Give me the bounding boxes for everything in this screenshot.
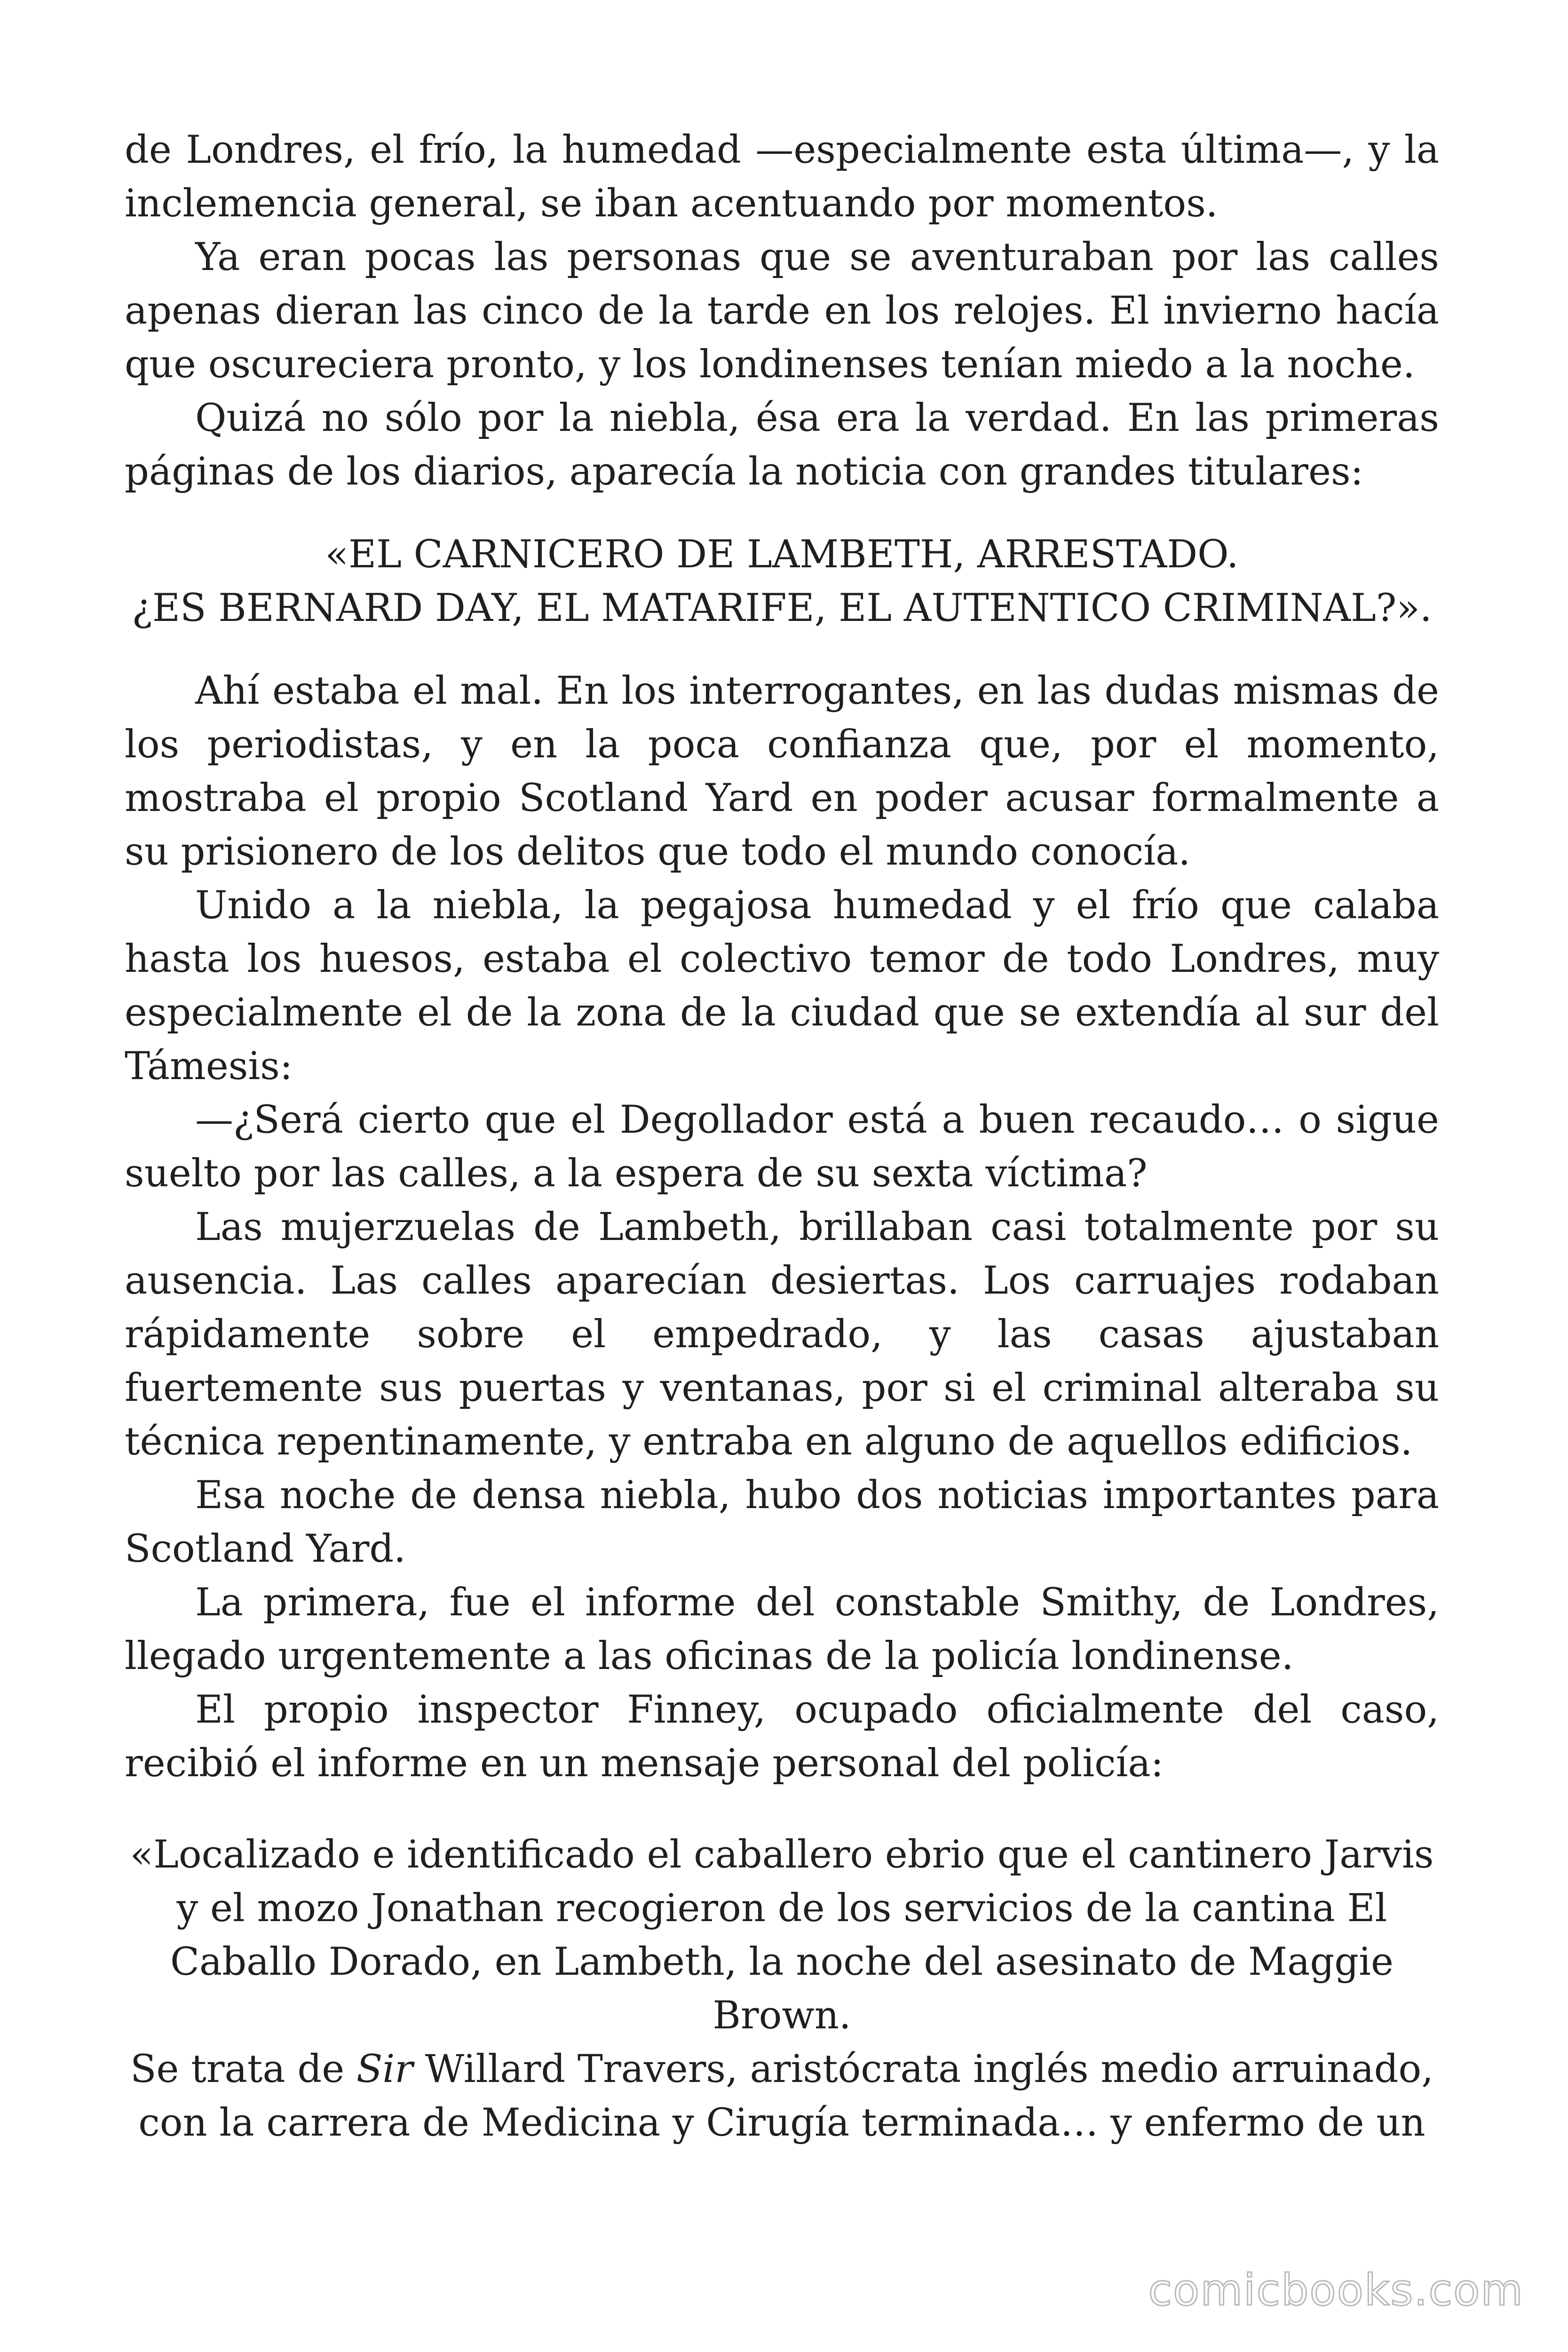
quote-line-5-prefix: Se trata de [130,2047,356,2091]
newspaper-headline [125,528,1439,635]
book-page [125,123,1439,2150]
quote-line-6: con la carrera de Medicina y Cirugía terminada… y enfermo de un [138,2101,1425,2145]
paragraph-6: Las mujerzuelas de Lambeth, brillaban casi totalmente por su ausencia. Las calles aparecían desiertas. Los carruajes rodaban rápidamente sobre el empedrado, y las casas ajustaban fuertemente sus puertas y ventanas, por si el criminal alteraba su técnica repentinamente, y entraba en alguno de aquellos edificios. [125,1205,1439,1464]
dialogue-line: —¿Será cierto que el Degollador está a buen recaudo… o sigue suelto por las calles, a la espera de su sexta víctima? [125,1098,1439,1196]
paragraph-1: de Londres, el frío, la humedad —especialmente esta última—, y la inclemencia general, se iban acentuando por momentos. [125,128,1439,226]
quote-line-5-italic: Sir [356,2047,413,2091]
paragraph-5: Unido a la niebla, la pegajosa humedad y el frío que calaba hasta los huesos, estaba el colectivo temor de todo Londres, muy especialmente el de la zona de la ciudad que se extendía al sur del Támesis: [125,883,1439,1089]
quote-line-3: Caballo Dorado, en Lambeth, la noche del asesinato de Maggie [170,1940,1394,1984]
paragraph-9: El propio inspector Finney, ocupado oficialmente del caso, recibió el informe en un mensaje personal del policía: [125,1688,1439,1786]
paragraph-2: Ya eran pocas las personas que se aventuraban por las calles apenas dieran las cinco de la tarde en los relojes. El invierno hacía que oscureciera pronto, y los londinenses tenían miedo a la noche. [125,235,1439,387]
quote-line-1: «Localizado e identificado el caballero ebrio que el cantinero Jarvis [130,1833,1434,1877]
paragraph-8: La primera, fue el informe del constable Smithy, de Londres, llegado urgentemente a las oficinas de la policía londinense. [125,1581,1439,1678]
paragraph-4: Ahí estaba el mal. En los interrogantes, en las dudas mismas de los periodistas, y en la poca confianza que, por el momento, mostraba el propio Scotland Yard en poder acusar formalmente a su prisionero de los delitos que todo el mundo conocía. [125,669,1439,874]
headline-line-1: «EL CARNICERO DE LAMBETH, ARRESTADO. [325,532,1239,577]
quote-line-5-suffix: Willard Travers, aristócrata inglés medio arruinado, [413,2047,1433,2091]
quote-line-5 [125,2042,1439,2096]
quote-line-2: y el mozo Jonathan recogieron de los servicios de la cantina El [176,1886,1387,1931]
headline-line-2: ¿ES BERNARD DAY, EL MATARIFE, EL AUTENTICO CRIMINAL?». [132,586,1432,630]
paragraph-7: Esa noche de densa niebla, hubo dos noticias importantes para Scotland Yard. [125,1473,1439,1571]
paragraph-3: Quizá no sólo por la niebla, ésa era la verdad. En las primeras páginas de los diarios, aparecía la noticia con grandes titulares: [125,396,1439,494]
quote-line-4: Brown. [713,1994,851,2038]
police-report-quote [125,1828,1439,2150]
watermark-logo: comicbooks.com [1148,2265,1524,2315]
